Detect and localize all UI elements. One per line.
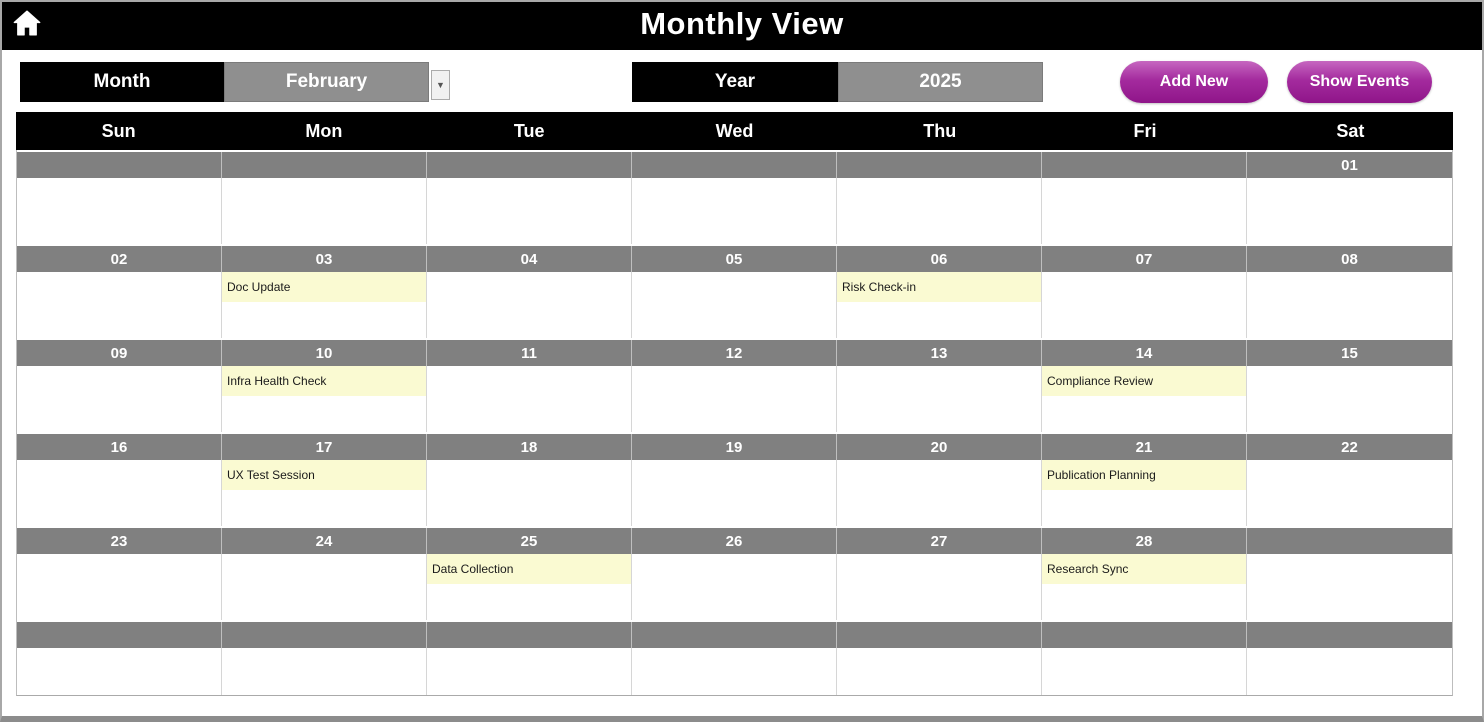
week-5-date-strip [17,526,1452,554]
day-cell[interactable] [1247,366,1452,432]
day-cell[interactable] [17,460,222,526]
date-cell-01[interactable]: 01 [1247,152,1452,178]
date-cell-14[interactable]: 14 [1042,340,1247,366]
date-cell-20[interactable]: 20 [837,434,1042,460]
week-6-content-row [17,648,1452,695]
date-cell-22[interactable]: 22 [1247,434,1452,460]
week-5-content-row [17,554,1452,620]
day-cell[interactable] [1042,366,1247,432]
day-header-mon: Mon [305,120,343,141]
date-cell-02[interactable]: 02 [17,246,222,272]
date-cell-empty[interactable] [1042,152,1247,178]
day-cell[interactable] [837,648,1042,695]
date-cell-24[interactable]: 24 [222,528,427,554]
day-cell[interactable] [427,648,632,695]
date-cell-empty[interactable] [427,152,632,178]
calendar [16,112,1453,696]
event-data-collection[interactable]: Data Collection [427,554,631,584]
week-2-date-strip [17,244,1452,272]
date-cell-05[interactable]: 05 [632,246,837,272]
date-cell-empty[interactable] [837,622,1042,648]
week-4-content-row [17,460,1452,526]
date-cell-27[interactable]: 27 [837,528,1042,554]
day-cell[interactable] [1042,554,1247,620]
date-cell-empty[interactable] [1247,622,1452,648]
day-header-tue: Tue [513,120,545,141]
day-cell[interactable] [222,272,427,338]
year-label: Year [632,62,838,102]
date-cell-empty[interactable] [632,152,837,178]
day-cell[interactable] [17,648,222,695]
day-cell[interactable] [1042,272,1247,338]
day-cell[interactable] [1042,648,1247,695]
date-cell-09[interactable]: 09 [17,340,222,366]
event-infra-health-check[interactable]: Infra Health Check [222,366,426,396]
day-cell[interactable] [632,648,837,695]
day-cell[interactable] [632,272,837,338]
day-cell[interactable] [632,178,837,244]
date-cell-empty[interactable] [17,152,222,178]
day-cell[interactable] [1247,272,1452,338]
event-publication-planning[interactable]: Publication Planning [1042,460,1246,490]
week-1-content-row [17,178,1452,244]
day-cell[interactable] [632,366,837,432]
show-events-button[interactable]: Show Events [1287,61,1432,103]
date-cell-empty[interactable] [427,622,632,648]
date-cell-17[interactable]: 17 [222,434,427,460]
day-header-thu: Thu [923,120,957,141]
day-cell[interactable] [837,554,1042,620]
date-cell-28[interactable]: 28 [1042,528,1247,554]
date-cell-21[interactable]: 21 [1042,434,1247,460]
day-cell[interactable] [17,366,222,432]
day-cell[interactable] [1042,178,1247,244]
day-cell[interactable] [427,272,632,338]
day-cell[interactable] [17,554,222,620]
week-3-content-row [17,366,1452,432]
date-cell-08[interactable]: 08 [1247,246,1452,272]
day-cell[interactable] [1247,460,1452,526]
date-cell-empty[interactable] [837,152,1042,178]
day-cell[interactable] [222,554,427,620]
day-cell[interactable] [837,272,1042,338]
day-cell[interactable] [837,460,1042,526]
date-cell-04[interactable]: 04 [427,246,632,272]
page-title: Monthly View [640,6,844,41]
week-4-date-strip [17,432,1452,460]
event-compliance-review[interactable]: Compliance Review [1042,366,1246,396]
month-label: Month [20,62,224,102]
date-cell-10[interactable]: 10 [222,340,427,366]
day-header-wed: Wed [715,120,754,141]
day-cell[interactable] [632,460,837,526]
month-dropdown-button[interactable] [431,70,450,100]
day-header-sat: Sat [1336,120,1365,141]
date-cell-26[interactable]: 26 [632,528,837,554]
day-cell[interactable] [17,272,222,338]
date-cell-23[interactable]: 23 [17,528,222,554]
week-2-content-row [17,272,1452,338]
title-bar [2,2,1482,50]
add-new-button[interactable]: Add New [1120,61,1268,103]
date-cell-empty[interactable] [222,152,427,178]
date-cell-03[interactable]: 03 [222,246,427,272]
date-cell-empty[interactable] [222,622,427,648]
date-cell-empty[interactable] [1042,622,1247,648]
week-3-date-strip [17,338,1452,366]
date-cell-empty[interactable] [1247,528,1452,554]
date-cell-16[interactable]: 16 [17,434,222,460]
calendar-weeks [16,150,1453,696]
day-cell[interactable] [837,178,1042,244]
date-cell-11[interactable]: 11 [427,340,632,366]
day-header-fri: Fri [1133,120,1157,141]
day-cell[interactable] [222,460,427,526]
date-cell-07[interactable]: 07 [1042,246,1247,272]
date-cell-19[interactable]: 19 [632,434,837,460]
month-select-value[interactable]: February [224,62,429,102]
date-cell-25[interactable]: 25 [427,528,632,554]
day-cell[interactable] [1247,648,1452,695]
date-cell-12[interactable]: 12 [632,340,837,366]
week-6-date-strip [17,620,1452,648]
event-risk-check-in[interactable]: Risk Check-in [837,272,1041,302]
day-cell[interactable] [1247,554,1452,620]
event-doc-update[interactable]: Doc Update [222,272,426,302]
day-cell[interactable] [427,554,632,620]
event-research-sync[interactable]: Research Sync [1042,554,1246,584]
date-cell-13[interactable]: 13 [837,340,1042,366]
week-1-date-strip [17,150,1452,178]
day-cell[interactable] [17,178,222,244]
date-cell-06[interactable]: 06 [837,246,1042,272]
day-header-sun: Sun [101,120,136,141]
day-cell[interactable] [837,366,1042,432]
date-cell-15[interactable]: 15 [1247,340,1452,366]
event-ux-test-session[interactable]: UX Test Session [222,460,426,490]
date-cell-empty[interactable] [632,622,837,648]
chevron-down-icon: ▼ [436,80,445,90]
day-header-row [16,112,1453,150]
date-cell-empty[interactable] [17,622,222,648]
year-select-value[interactable]: 2025 [838,62,1043,102]
day-cell[interactable] [222,178,427,244]
day-cell[interactable] [222,648,427,695]
day-cell[interactable] [1247,178,1452,244]
day-cell[interactable] [427,460,632,526]
date-cell-18[interactable]: 18 [427,434,632,460]
day-cell[interactable] [222,366,427,432]
day-cell[interactable] [632,554,837,620]
day-cell[interactable] [427,366,632,432]
day-cell[interactable] [1042,460,1247,526]
day-cell[interactable] [427,178,632,244]
